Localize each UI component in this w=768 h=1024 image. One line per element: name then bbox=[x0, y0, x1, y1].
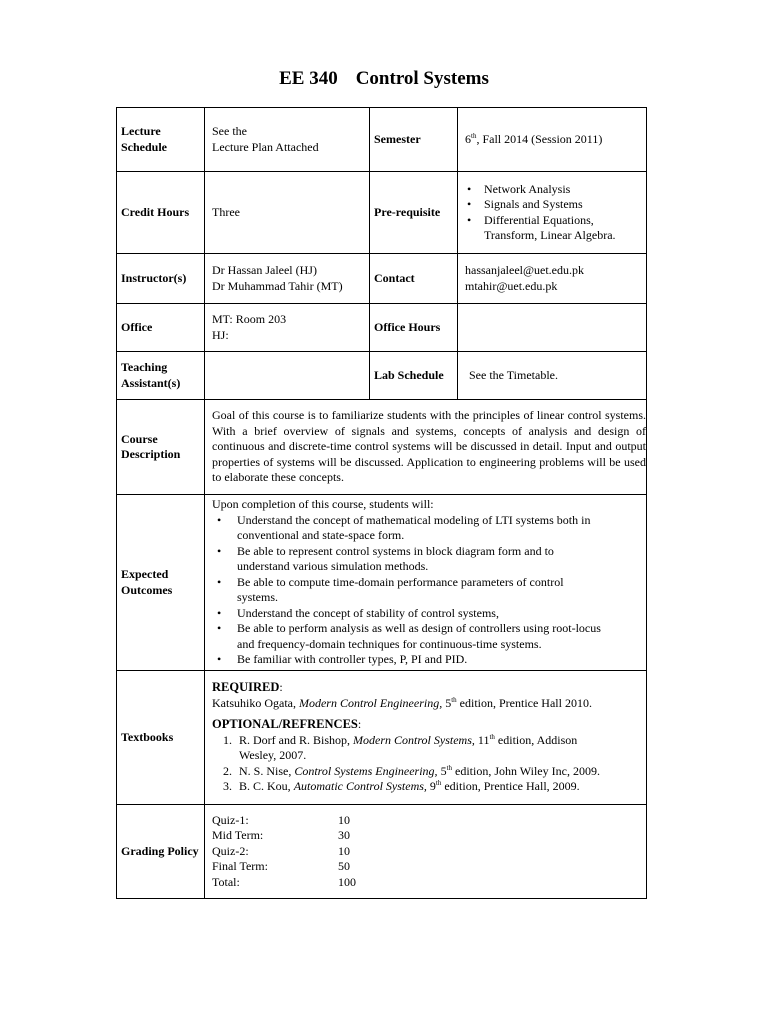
grading-item bbox=[212, 875, 646, 891]
course-description-label: Course Description bbox=[117, 400, 205, 495]
contact-label: Contact bbox=[370, 254, 458, 304]
row-lecture-semester bbox=[117, 108, 647, 172]
outcome-item: • Be able to perform analysis as well as design of controllers using root-locus and frequency-domain techniques for continuous-time systems. bbox=[237, 621, 606, 652]
optional-book bbox=[235, 764, 606, 780]
lecture-schedule-value bbox=[205, 108, 370, 172]
book-title: Modern Control Systems, bbox=[353, 732, 475, 747]
prerequisite-item-continued: Transform, Linear Algebra. bbox=[484, 228, 616, 242]
book-title: Modern Control Engineering, bbox=[298, 695, 443, 710]
book-publisher: edition, Addison Wesley, 2007. bbox=[239, 732, 578, 763]
expected-outcomes-value bbox=[205, 495, 647, 671]
book-title: Control Systems Engineering, bbox=[294, 763, 438, 778]
office-line: MT: Room 203 bbox=[212, 312, 287, 326]
textbooks-label: Textbooks bbox=[117, 671, 205, 805]
row-textbooks bbox=[117, 671, 647, 805]
office-hours-label: Office Hours bbox=[370, 304, 458, 352]
prerequisite-item: • Differential Equations, bbox=[484, 213, 646, 229]
lab-schedule-label: Lab Schedule bbox=[370, 352, 458, 400]
grading-item bbox=[212, 859, 646, 875]
row-instructor-contact bbox=[117, 254, 647, 304]
semester-number: 6 bbox=[465, 131, 471, 146]
office-hours-value bbox=[458, 304, 647, 352]
teaching-assistant-label: Teaching Assistant(s) bbox=[117, 352, 205, 400]
outcome-item: • Understand the concept of mathematical modeling of LTI systems both in conventional and state-space form. bbox=[237, 513, 606, 544]
required-book bbox=[212, 696, 646, 712]
course-name: Control Systems bbox=[355, 68, 489, 89]
book-publisher: edition, Prentice Hall, 2009. bbox=[441, 779, 580, 794]
office-label: Office bbox=[117, 304, 205, 352]
row-credit-prereq bbox=[117, 172, 647, 254]
book-edition: 5 bbox=[437, 763, 447, 778]
outcomes-intro: Upon completion of this course, students will: bbox=[212, 497, 434, 512]
book-edition-sup: th bbox=[435, 779, 442, 788]
instructors-label: Instructor(s) bbox=[117, 254, 205, 304]
lecture-schedule-line1: See the bbox=[212, 124, 247, 138]
row-grading-policy bbox=[117, 805, 647, 899]
prerequisite-item: • Signals and Systems bbox=[484, 197, 646, 213]
instructor-name: Dr Muhammad Tahir (MT) bbox=[212, 278, 343, 293]
contact-email: mtahir@uet.edu.pk bbox=[465, 278, 558, 293]
row-course-description bbox=[117, 400, 647, 495]
semester-rest: , Fall 2014 (Session 2011) bbox=[476, 131, 603, 146]
lecture-schedule-label: Lecture Schedule bbox=[117, 108, 205, 172]
instructors-value bbox=[205, 254, 370, 304]
course-description-text: Goal of this course is to familiarize students with the principles of linear control systems. With a brief overview of signals and systems, concepts of analysis and design of continuous and discrete-time control systems will be discussed in detail. Input and output properties of systems will be discussed. Application to engineering problems will be used to elaborate these concepts. bbox=[205, 400, 647, 495]
grading-policy-value bbox=[205, 805, 647, 899]
grading-policy-label: Grading Policy bbox=[117, 805, 205, 899]
contact-value bbox=[458, 254, 647, 304]
optional-books-list bbox=[212, 733, 646, 795]
book-edition-sup: th bbox=[451, 695, 457, 704]
book-author: B. C. Kou, bbox=[239, 779, 294, 794]
book-edition-sup: th bbox=[489, 732, 495, 741]
grading-item bbox=[212, 844, 646, 860]
grading-item-value: 50 bbox=[338, 859, 350, 874]
book-publisher: edition, Prentice Hall 2010. bbox=[456, 695, 592, 710]
outcome-item: • Understand the concept of stability of control systems, bbox=[237, 606, 606, 622]
semester-sup: th bbox=[471, 131, 477, 140]
grading-item-value: 30 bbox=[338, 828, 350, 843]
prerequisite-label: Pre-requisite bbox=[370, 172, 458, 254]
grading-item-value: 10 bbox=[338, 812, 350, 827]
lab-schedule-value: See the Timetable. bbox=[458, 352, 647, 400]
grading-item-name: Total: bbox=[212, 874, 240, 889]
textbooks-value: REQUIRED: Katsuhiko Ogata, Modern Control Engineering, 5th edition, Prentice Hall 2010. OPTIONAL/REFRENCES: 1. R. Dorf and R. Bishop, Modern Control Systems, 11th edition, Addison Wesley, 2007. 2. N. S. Nise, Control Systems Engineering, 5th edition, John Wiley Inc, 2009. 3. B. C. Kou, Automatic Control Systems, 9th edition, Prentice Hall, 2009. bbox=[205, 671, 647, 805]
outcome-item: • Be able to compute time-domain performance parameters of control systems. bbox=[237, 575, 606, 606]
outcome-item: • Be able to represent control systems in block diagram form and to understand various simulation methods. bbox=[237, 544, 606, 575]
row-office bbox=[117, 304, 647, 352]
row-expected-outcomes bbox=[117, 495, 647, 671]
contact-email: hassanjaleel@uet.edu.pk bbox=[465, 263, 585, 277]
book-edition: 11 bbox=[474, 732, 490, 747]
page-title bbox=[0, 68, 768, 90]
optional-heading: OPTIONAL/REFRENCES bbox=[212, 717, 358, 732]
book-author: Katsuhiko Ogata, bbox=[212, 695, 299, 710]
lecture-schedule-line2: Lecture Plan Attached bbox=[212, 139, 319, 154]
outcomes-list bbox=[212, 513, 646, 668]
optional-book bbox=[235, 733, 606, 764]
book-author: N. S. Nise, bbox=[239, 763, 295, 778]
book-edition: 5 bbox=[442, 695, 452, 710]
grading-item-name: Final Term: bbox=[212, 859, 268, 874]
office-line: HJ: bbox=[212, 327, 229, 342]
grading-item bbox=[212, 828, 646, 844]
grading-item-value: 10 bbox=[338, 843, 350, 858]
required-heading: REQUIRED bbox=[212, 680, 280, 695]
course-code: EE 340 bbox=[279, 68, 338, 89]
grading-item-name: Quiz-2: bbox=[212, 843, 249, 858]
semester-value bbox=[458, 108, 647, 172]
credit-hours-label: Credit Hours bbox=[117, 172, 205, 254]
grading-item bbox=[212, 813, 646, 829]
office-value bbox=[205, 304, 370, 352]
instructor-name: Dr Hassan Jaleel (HJ) bbox=[212, 263, 317, 277]
grading-item-name: Mid Term: bbox=[212, 828, 264, 843]
row-ta-lab bbox=[117, 352, 647, 400]
prerequisite-value bbox=[458, 172, 647, 254]
prerequisite-list bbox=[462, 182, 646, 244]
syllabus-table bbox=[116, 107, 647, 899]
teaching-assistant-value bbox=[205, 352, 370, 400]
grading-item-value: 100 bbox=[338, 874, 356, 889]
optional-book bbox=[235, 779, 606, 795]
book-edition-sup: th bbox=[446, 763, 453, 772]
book-edition: 9 bbox=[426, 779, 436, 794]
outcome-item: • Be familiar with controller types, P, PI and PID. bbox=[237, 652, 606, 668]
expected-outcomes-label: Expected Outcomes bbox=[117, 495, 205, 671]
semester-label: Semester bbox=[370, 108, 458, 172]
credit-hours-value: Three bbox=[205, 172, 370, 254]
book-author: R. Dorf and R. Bishop, bbox=[239, 732, 353, 747]
book-publisher: edition, John Wiley Inc, 2009. bbox=[452, 763, 600, 778]
prerequisite-item: • Network Analysis bbox=[484, 182, 646, 198]
grading-item-name: Quiz-1: bbox=[212, 812, 249, 827]
book-title: Automatic Control Systems, bbox=[293, 779, 427, 794]
